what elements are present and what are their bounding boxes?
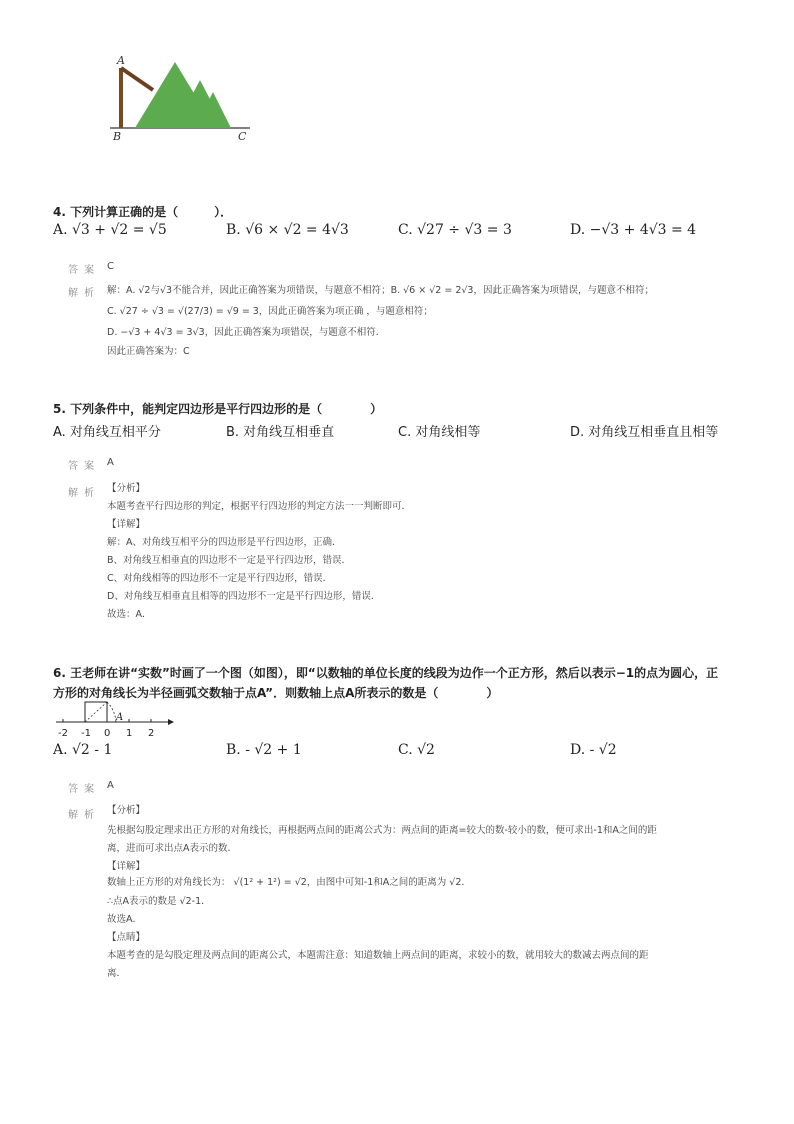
q6-title-line-2: 方形的对角线长为半径画弧交数轴于点A”．则数轴上点A所表示的数是（ ）: [53, 686, 499, 700]
tick-label-0: 0: [104, 728, 111, 739]
number-line-figure: [52, 698, 177, 740]
q5-analysis-line-4: 解：A、对角线互相平分的四边形是平行四边形，正确．: [107, 537, 342, 548]
q4-analysis-line-3: D. −√3 + 4√3 = 3√3，因此正确答案为项错误，与题意不相符．: [107, 327, 386, 338]
q5-option-b: B. 对角线互相垂直: [226, 425, 335, 440]
shadow-line: [121, 68, 153, 90]
q6-answer: A: [107, 780, 114, 791]
q5-analysis-line-7: D、对角线互相垂直且相等的四边形不一定是平行四边形，错误．: [107, 591, 381, 602]
q6-option-c: C. √2: [398, 742, 435, 758]
q6-option-b: B. - √2 + 1: [226, 742, 302, 758]
q5-option-a: A. 对角线互相平分: [53, 425, 161, 440]
q5-analysis-label: 解析: [68, 488, 100, 499]
q6-analysis-line-5: 数轴上正方形的对角线长为： √(1² + 1²) = √2，由图中可知-1和A之间的距离为 √2．: [107, 877, 471, 888]
q6-analysis-line-6: ∴点A表示的数是 √2-1．: [107, 896, 211, 907]
q4-option-b: B. √6 × √2 = 4√3: [226, 222, 349, 238]
q6-analysis-label: 解析: [68, 810, 100, 821]
q4-answer-label: 答案: [68, 265, 100, 276]
q6-option-d: D. - √2: [570, 742, 617, 758]
q5-analysis-line-5: B、对角线互相垂直的四边形不一定是平行四边形，错误．: [107, 555, 352, 566]
q5-option-d: D. 对角线互相垂直且相等: [570, 425, 719, 440]
q5-analysis-line-2: 本题考查平行四边形的判定，根据平行四边形的判定方法一一判断即可．: [107, 501, 412, 512]
axis-arrow-icon: [168, 719, 174, 725]
point-a-label: A: [117, 54, 125, 67]
q6-analysis-line-3: 离，进而可求出点A表示的数．: [107, 843, 237, 854]
point-c-label: C: [238, 130, 247, 143]
q6-analysis-line-4: 【详解】: [107, 861, 146, 872]
q6-analysis-line-7: 故选A．: [107, 914, 142, 925]
square-diagonal: [85, 702, 107, 722]
q6-analysis-line-8: 【点睛】: [107, 932, 146, 943]
q5-analysis-line-3: 【详解】: [107, 519, 146, 530]
q5-analysis-line-1: 【分析】: [107, 483, 146, 494]
q5-title: 5. 下列条件中，能判定四边形是平行四边形的是（ ）: [53, 402, 383, 416]
q4-option-a: A. √3 + √2 = √5: [53, 222, 167, 238]
q4-analysis-line-4: 因此正确答案为：C: [107, 346, 190, 357]
q5-analysis-line-6: C、对角线相等的四边形不一定是平行四边形，错误．: [107, 573, 333, 584]
tick-label-neg2: -2: [58, 728, 68, 739]
q4-analysis-line-2: C. √27 ÷ √3 = √(27/3) = √9 = 3，因此正确答案为项正确 ，与题意相符；: [107, 306, 433, 317]
q6-answer-label: 答案: [68, 784, 100, 795]
q4-option-c: C. √27 ÷ √3 = 3: [398, 222, 512, 238]
q4-analysis-line-1: 解：A. √2与√3不能合并，因此正确答案为项错误，与题意不相符；B. √6 × √2 = 2√3，因此正确答案为项错误，与题意不相符；: [107, 285, 654, 296]
q6-analysis-line-2: 先根据勾股定理求出正方形的对角线长，再根据两点间的距离公式为：两点间的距离=较大的数-较小的数，便可求出-1和A之间的距: [107, 825, 657, 836]
tick-label-1: 1: [126, 728, 133, 739]
point-a-axis-label: A: [116, 712, 124, 723]
q5-analysis-line-8: 故选：A．: [107, 609, 152, 620]
tree-pole-figure: [105, 50, 265, 145]
q6-title-line-1: 6. 王老师在讲“实数”时画了一个图（如图），即“以数轴的单位长度的线段为边作一个正方形，然后以表示−1的点为圆心，正: [53, 666, 719, 680]
tick-label-2: 2: [148, 728, 155, 739]
q6-analysis-line-9: 本题考查的是勾股定理及两点间的距离公式，本题需注意：知道数轴上两点间的距离，求较小的数，就用较大的数减去两点间的距: [107, 950, 649, 961]
q5-answer: A: [107, 457, 114, 468]
q5-option-c: C. 对角线相等: [398, 425, 481, 440]
point-b-label: B: [113, 130, 122, 143]
q5-answer-label: 答案: [68, 461, 100, 472]
q6-analysis-line-1: 【分析】: [107, 805, 146, 816]
q4-title: 4. 下列计算正确的是（ ）．: [53, 205, 233, 219]
q6-analysis-line-10: 离．: [107, 968, 127, 979]
q4-answer: C: [107, 261, 114, 272]
q6-option-a: A. √2 - 1: [53, 742, 113, 758]
radius-arc: [107, 702, 116, 722]
q4-analysis-label: 解析: [68, 288, 100, 299]
tick-label-neg1: -1: [81, 728, 91, 739]
q4-option-d: D. −√3 + 4√3 = 4: [570, 222, 697, 238]
